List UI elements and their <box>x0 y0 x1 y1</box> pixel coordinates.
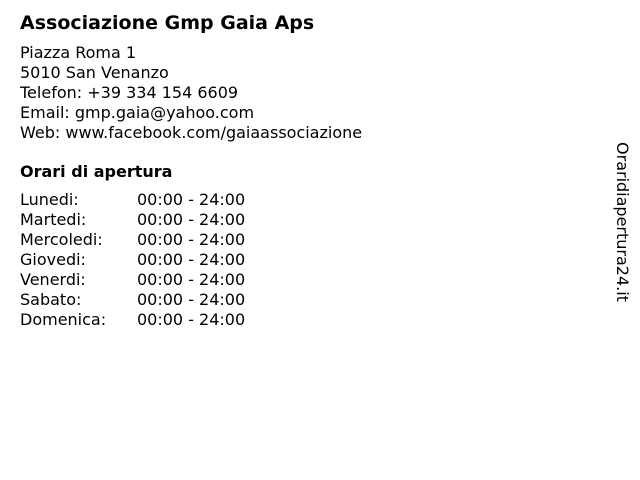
day-label: Sabato: <box>20 290 82 309</box>
street-address: Piazza Roma 1 <box>20 43 137 62</box>
business-name: Associazione Gmp Gaia Aps <box>20 12 315 34</box>
opening-hours-heading: Orari di apertura <box>20 162 173 181</box>
website-line: Web: www.facebook.com/gaiaassociazione <box>20 123 363 142</box>
time-range: 00:00 - 24:00 <box>137 190 246 209</box>
site-watermark: Oraridiapertura24.it <box>613 142 632 302</box>
time-range: 00:00 - 24:00 <box>137 270 246 289</box>
time-range: 00:00 - 24:00 <box>137 290 246 309</box>
time-range: 00:00 - 24:00 <box>137 310 246 329</box>
phone-line: Telefon: +39 334 154 6609 <box>20 83 239 102</box>
day-label: Lunedi: <box>20 190 79 209</box>
time-range: 00:00 - 24:00 <box>137 230 246 249</box>
hours-row-thursday <box>20 250 600 270</box>
contact-info <box>20 43 600 143</box>
business-card <box>20 10 600 330</box>
hours-row-monday <box>20 190 600 210</box>
email-line: Email: gmp.gaia@yahoo.com <box>20 103 255 122</box>
day-label: Giovedi: <box>20 250 86 269</box>
hours-row-tuesday <box>20 210 600 230</box>
day-label: Domenica: <box>20 310 107 329</box>
hours-row-saturday <box>20 290 600 310</box>
hours-row-sunday <box>20 310 600 330</box>
time-range: 00:00 - 24:00 <box>137 250 246 269</box>
day-label: Mercoledi: <box>20 230 103 249</box>
postal-city: 5010 San Venanzo <box>20 63 169 82</box>
opening-hours-table <box>20 190 600 330</box>
time-range: 00:00 - 24:00 <box>137 210 246 229</box>
hours-row-friday <box>20 270 600 290</box>
hours-row-wednesday <box>20 230 600 250</box>
day-label: Martedi: <box>20 210 87 229</box>
day-label: Venerdi: <box>20 270 86 289</box>
